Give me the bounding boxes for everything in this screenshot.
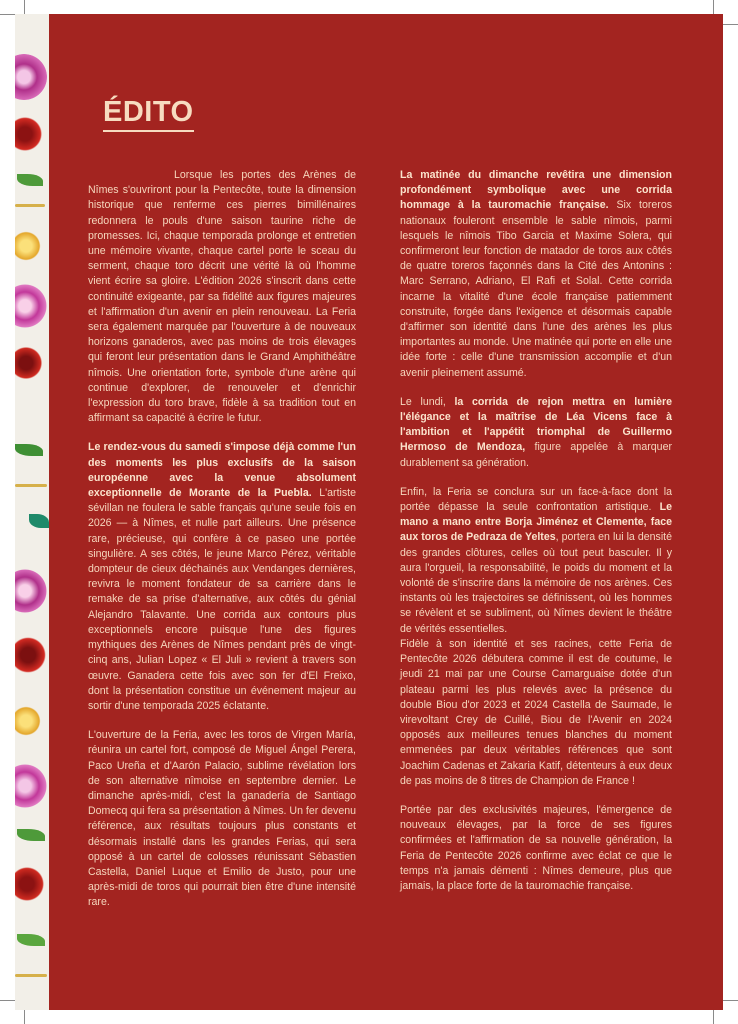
- paragraph: [88, 168, 356, 426]
- flower-icon: [15, 764, 47, 808]
- paragraph-bold-lead: La matinée du dimanche revêtira une dimension profondément symbolique avec une corrida hommage à la tauromachie française.: [400, 169, 672, 212]
- edito-page: [15, 14, 723, 1010]
- flower-icon: [15, 229, 43, 263]
- paragraph-bold-lead: Le rendez-vous du samedi s'impose déjà comme l'un des moments les plus exclusifs de la saison européenne avec la venue absolument exceptionnelle de Morante de la Puebla.: [88, 441, 356, 500]
- crop-mark: [0, 14, 15, 15]
- crop-mark: [24, 0, 25, 14]
- leaf-icon: [17, 934, 45, 946]
- paragraph-text: L'artiste sévillan ne foulera le sable français qu'une seule fois en 2026 — à Nîmes, et nulle part ailleurs. Une présence rare, précieuse, qui confère à ce paseo une portée singulière. A ses côtés, le jeune Marco Pérez, véritable dompteur de cieux déchainés aux Vendanges dernières, revivra le moment fondateur de sa carrière dans le remake de sa prise d'alternative, aux côtés du génial Alejandro Talavante. Une corrida aux contours plus exceptionnels encore puisque l'une des figures mythiques des Arènes de Nîmes pendant près de vingt-cinq ans, Julian Lopez « El Juli » revient à travers son œuvre. Ganadera cette fois avec son fer d'El Freixo, dont la présentation constitue un événement majeur au sortir d'une temporada 2025 éclatante.: [88, 487, 356, 712]
- flower-icon: [15, 54, 47, 100]
- flower-icon: [15, 344, 45, 382]
- paragraph-text: Portée par des exclusivités majeures, l'émergence de nouveaux élevages, par la force de ses figures confirmées et l'affirmation de sa nouvelle génération, la Feria de Pentecôte 2026 confirme avec éclat ce que le temps n'a jamais démenti : Nîmes demeure, plus que jamais, la place forte de la tauromachie française.: [400, 803, 672, 892]
- left-column: [88, 168, 356, 925]
- embroidered-floral-border: [15, 14, 49, 1010]
- vine-decoration: [15, 484, 47, 487]
- leaf-icon: [17, 174, 43, 186]
- leaf-icon: [15, 444, 43, 456]
- paragraph-text: Fidèle à son identité et ses racines, cette Feria de Pentecôte 2026 débutera comme il est de coutume, le jeudi 21 mai par une Course Camarguaise dotée d'un plateau parmi les plus relevés avec la présence du double Biou d'or 2023 et 2024 Castella de Saumade, le virevoltant Crey de Cuillé, Biou de l'Avenir en 2024 opposés aux meilleures tenues blanches du moment emmenées par deux véritables références que sont Joachim Cadenas et Zakaria Katif, détenteurs à eux deux de pas moins de 8 titres de Champion de France !: [400, 637, 672, 787]
- paragraph-bold-text: Le mano a mano entre Borja Jiménez et Clemente, face aux toros de Pedraza de Yeltes: [400, 501, 672, 544]
- paragraph-text: Six toreros nationaux fouleront ensemble le sable nîmois, parmi lesquels le nîmois Tibo Garcia et Maxime Solera, qui confirmeront leur fonction de matador de toros aux côtés de quatre toreros façonnés dans la Cité des Antonins : Marc Serrano, Adriano, El Rafi et Solal. Cette corrida incarne la vitalité d'une école française patiemment construite, forgée dans l'exigence et désormais capable d'affirmer son identité dans l'une des arènes les plus importantes au monde. Une matinée qui porte en elle une idée forte : celle d'une transmission accomplie et d'un avenir pleinement assumé.: [400, 199, 673, 379]
- paragraph-text: Le lundi,: [400, 395, 455, 408]
- paragraph-bold-text: la corrida de rejon mettra en lumière l'élégance et la maîtrise de Léa Vicens face à l'ambition et l'appétit triomphal de Guillermo Hermoso de Mendoza,: [400, 395, 672, 454]
- paragraph: [400, 168, 672, 381]
- leaf-icon: [17, 829, 45, 841]
- flower-icon: [15, 284, 47, 328]
- page-title: ÉDITO: [103, 96, 194, 132]
- crop-mark: [723, 1000, 738, 1001]
- paragraph-text: L'ouverture de la Feria, avec les toros de Virgen María, réunira un cartel fort, composé de Miguel Ángel Perera, Paco Ureña et d'Aarón Palacio, sublime révélation lors de son alternative nîmoise en septembre dernier. Le dimanche après-midi, c'est la ganadería de Santiago Domecq qui fera sa présentation à Nîmes. Un fer devenu référence, aux résultats toujours plus constants et désormais installé dans les grandes Ferias, qui sera opposé à un cartel de colosses réunissant Sébastien Castella, Daniel Luque et Emilio de Justo, pour une après-midi de toros qui pourrait bien être d'une intensité rare.: [88, 729, 356, 909]
- crop-mark: [0, 1000, 15, 1001]
- leaf-icon: [29, 514, 49, 528]
- crop-mark: [24, 1010, 25, 1024]
- paragraph: [400, 395, 672, 471]
- crop-mark: [713, 1010, 714, 1024]
- flower-icon: [15, 634, 49, 676]
- paragraph-text: Enfin, la Feria se conclura sur un face-à-face dont la portée dépasse la seule confrontation artistique.: [400, 485, 672, 514]
- crop-mark: [723, 24, 738, 25]
- vine-decoration: [15, 204, 45, 207]
- flower-icon: [15, 864, 47, 904]
- paragraph: [400, 803, 672, 894]
- flower-icon: [15, 569, 47, 613]
- paragraph-text: figure appelée à marquer durablement sa génération.: [400, 441, 672, 469]
- crop-mark: [713, 0, 714, 14]
- paragraph: [400, 485, 672, 637]
- right-column: [400, 168, 672, 908]
- paragraph: [88, 440, 356, 714]
- flower-icon: [15, 704, 43, 738]
- vine-decoration: [15, 974, 47, 977]
- paragraph: [400, 637, 672, 789]
- paragraph: [88, 728, 356, 910]
- paragraph-text: , portera en lui la densité des grandes clôtures, celles où tout peut basculer. Il y aura l'orgueil, la responsabilité, le poids du moment et la volonté de s'inscrire dans la mémoire de nos arènes. Ces instants où les trajectoires se définissent, où les hommes se révèlent et se subliment, où Nîmes devient le théâtre de vérités essentielles.: [400, 531, 673, 635]
- paragraph-text: Lorsque les portes des Arènes de Nîmes s'ouvriront pour la Pentecôte, toute la dimension historique que renferme ces pierres bimillénaires redonnera le pouls d'une saison taurine riche de promesses. Ici, chaque temporada prolonge et entretien une mémoire vivante, chaque cartel porte le sceau du serment, chaque toro décrit une vérité là où l'homme vient écrire sa gloire. L'édition 2026 s'inscrit dans cette continuité exigeante, par sa fidélité aux figures majeures et l'affirmation d'un avenir en plein renouveau. La Feria sera également marquée par l'ouverture à de nouveaux horizons ganaderos, avec pas moins de trois élevages qui feront leur présentation dans le Grand Amphithéâtre nîmois. Une orientation forte, symbole d'une arène qui continue d'explorer, de renouveler et d'enrichir l'expression du toro brave, fidèle à sa tradition tout en affirmant sa capacité à écrire le futur.: [88, 169, 356, 425]
- flower-icon: [15, 114, 45, 154]
